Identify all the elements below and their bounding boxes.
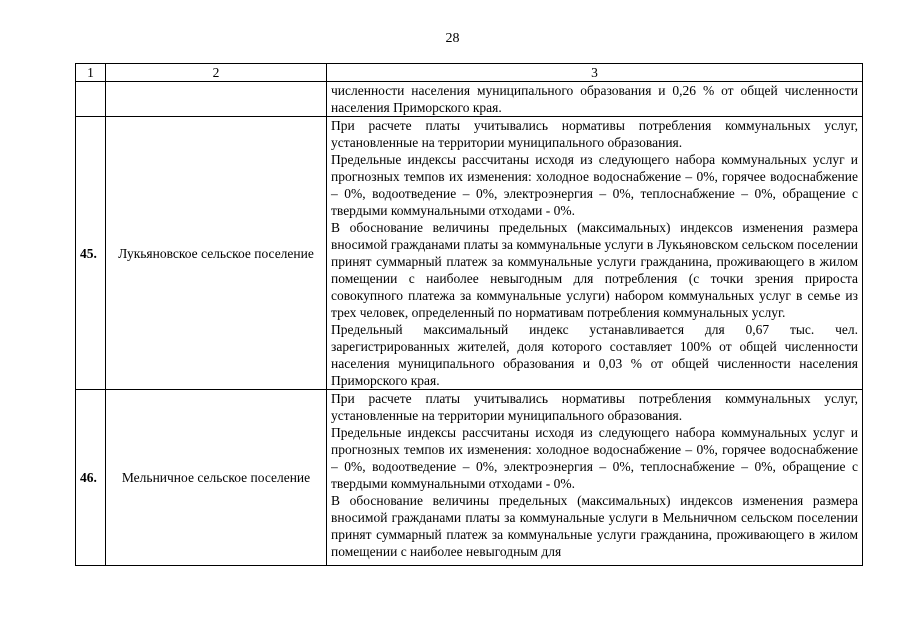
description-paragraph: При расчете платы учитывались нормативы потребления коммунальных услуг, установленные на территории муниципального образования. bbox=[331, 118, 858, 150]
document-table bbox=[75, 63, 863, 566]
column-header-3: 3 bbox=[327, 64, 863, 82]
row-description bbox=[327, 390, 863, 566]
description-paragraph: В обоснование величины предельных (максимальных) индексов изменения размера вносимой гражданами платы за коммунальные услуги в Лукьяновском сельском поселении принят суммарный платеж за коммунальные услуги гражданина, проживающего в жилом помещении с наиболее невыгодным для потребления (с точки зрения прироста совокупного платежа за коммунальные услуги) набором коммунальных услуг в семье из трех человек, определенный по нормативам потребления коммунальных услуг. bbox=[331, 220, 858, 320]
description-paragraph: При расчете платы учитывались нормативы потребления коммунальных услуг, установленные на территории муниципального образования. bbox=[331, 391, 858, 423]
row-number bbox=[76, 82, 106, 117]
description-paragraph: Предельные индексы рассчитаны исходя из следующего набора коммунальных услуг и прогнозных темпов их изменения: холодное водоснабжение – 0%, горячее водоснабжение – 0%, водоотведение – 0%, электроэнергия – 0%, теплоснабжение – 0%, обращение с твердыми коммунальными отходами - 0%. bbox=[331, 425, 858, 491]
page-number: 28 bbox=[445, 31, 460, 46]
table-row-45 bbox=[76, 117, 863, 390]
row-number: 45. bbox=[76, 117, 106, 390]
settlement-name: Мельничное сельское поселение bbox=[106, 390, 327, 566]
settlement-name bbox=[106, 82, 327, 117]
column-header-1: 1 bbox=[76, 64, 106, 82]
column-header-2: 2 bbox=[106, 64, 327, 82]
table-row-continuation bbox=[76, 82, 863, 117]
row-description bbox=[327, 117, 863, 390]
table-header-row bbox=[76, 64, 863, 82]
description-paragraph: В обоснование величины предельных (максимальных) индексов изменения размера вносимой гражданами платы за коммунальные услуги в Мельничном сельском поселении принят суммарный платеж за коммунальные услуги гражданина, проживающего в жилом помещении с наиболее невыгодным для bbox=[331, 493, 858, 559]
description-paragraph: численности населения муниципального образования и 0,26 % от общей численности населения Приморского края. bbox=[331, 83, 858, 115]
row-description bbox=[327, 82, 863, 117]
description-paragraph: Предельные индексы рассчитаны исходя из следующего набора коммунальных услуг и прогнозных темпов их изменения: холодное водоснабжение – 0%, горячее водоснабжение – 0%, водоотведение – 0%, электроэнергия – 0%, теплоснабжение – 0%, обращение с твердыми коммунальными отходами - 0%. bbox=[331, 152, 858, 218]
table-row-46 bbox=[76, 390, 863, 566]
settlement-name: Лукьяновское сельское поселение bbox=[106, 117, 327, 390]
description-paragraph: Предельный максимальный индекс устанавливается для 0,67 тыс. чел. зарегистрированных жителей, доля которого составляет 100% от общей численности населения муниципального образования и 0,03 % от общей численности населения Приморского края. bbox=[331, 322, 858, 388]
row-number: 46. bbox=[76, 390, 106, 566]
